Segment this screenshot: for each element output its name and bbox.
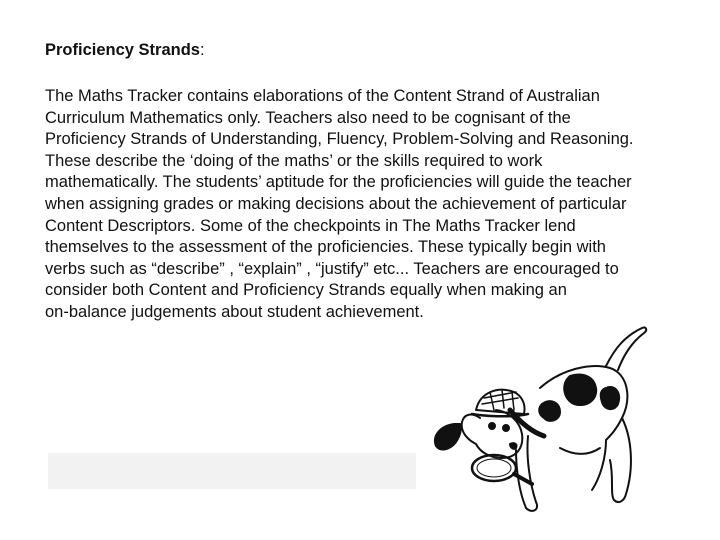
detective-dog-with-magnifying-glass-icon <box>410 318 690 528</box>
grey-footer-box <box>48 453 416 489</box>
paragraph-line: Proficiency Strands of Understanding, Fluency, Problem-Solving and Reasoning. <box>45 130 634 149</box>
page-heading <box>45 40 205 60</box>
heading-title: Proficiency Strands <box>45 41 200 59</box>
paragraph-line: These describe the ‘doing of the maths’ or the skills required to work <box>45 151 543 170</box>
paragraph-line: verbs such as “describe” , “explain” , “justify” etc... Teachers are encouraged to <box>45 259 619 278</box>
paragraph-line: Curriculum Mathematics only. Teachers also need to be cognisant of the <box>45 108 571 127</box>
paragraph-line: Content Descriptors. Some of the checkpoints in The Maths Tracker lend <box>45 216 576 235</box>
paragraph-line: on-balance judgements about student achievement. <box>45 302 424 321</box>
paragraph-line: The Maths Tracker contains elaborations of the Content Strand of Australian <box>45 87 600 105</box>
paragraph-line: themselves to the assessment of the proficiencies. These typically begin with <box>45 238 606 257</box>
heading-colon: : <box>199 41 205 59</box>
proficiency-paragraph <box>45 86 705 324</box>
paragraph-line: mathematically. The students’ aptitude for the proficiencies will guide the teacher <box>45 173 632 192</box>
paragraph-line: consider both Content and Proficiency Strands equally when making an <box>45 281 567 300</box>
paragraph-line: when assigning grades or making decisions about the achievement of particular <box>45 194 627 213</box>
